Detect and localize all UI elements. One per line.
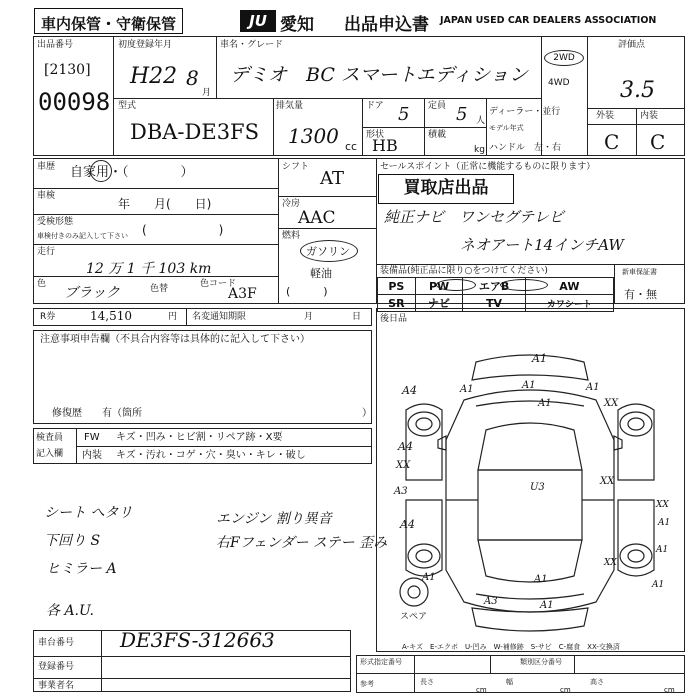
equipment-pw: PW: [415, 278, 463, 295]
damage-mark: A1: [532, 352, 547, 365]
capacity-value: 5: [456, 104, 468, 125]
selling-point-label: セールスポイント（正常に機能するものに限ります）: [380, 162, 596, 172]
comment-6: 各 A.U.: [46, 603, 94, 619]
comment-1: シート へタリ: [44, 505, 133, 521]
equipment-airbag: エアB: [463, 278, 525, 295]
door-value: 5: [398, 104, 410, 125]
equipment-tv: TV: [463, 295, 525, 312]
dealer-label: ディーラー・並行: [489, 107, 561, 117]
dealer-listing-badge: 買取店出品: [378, 174, 514, 204]
damage-mark: XX: [396, 460, 411, 471]
interior-value: C: [650, 130, 666, 154]
airbag-circle: [500, 279, 548, 291]
door-label: ドア: [366, 101, 384, 111]
lot-sub-number: [2130]: [44, 62, 91, 78]
interior-label: 内装: [640, 111, 659, 121]
first-registration-label: 初度登録年月: [118, 40, 173, 50]
inspector-label: 検査員: [36, 433, 64, 443]
warranty-value: 有・無: [624, 288, 657, 301]
repair-history-label: 修復歴 有（箇所: [52, 408, 142, 419]
chassis-number-label: 車台番号: [38, 638, 75, 648]
comment-2: エンジン 割り異音: [216, 511, 332, 527]
color-code-label: 色コード: [200, 279, 237, 289]
recv-value: ( ): [142, 223, 224, 237]
mileage-value: 12 万 1 千 103 km: [86, 261, 212, 277]
damage-mark: XX: [604, 558, 617, 568]
equipment-seat: カワシート: [525, 295, 613, 312]
spare-label: スペア: [400, 612, 428, 622]
history-value: 自家用・（ ）: [70, 165, 194, 180]
history-label: 車歴: [37, 162, 56, 172]
damage-mark: A1: [656, 545, 669, 555]
ac-label: 冷房: [282, 199, 301, 209]
form-title: 出品申込書: [344, 15, 429, 35]
drive-4wd: 4WD: [548, 78, 570, 88]
damage-mark: A4: [400, 518, 415, 531]
registration-era: H22: [130, 64, 178, 89]
inspector-interior: 内装: [82, 450, 102, 461]
fuel-gasoline: ガソリン: [306, 245, 350, 258]
exterior-value: C: [604, 130, 620, 154]
damage-mark: XX: [656, 500, 669, 510]
business-name-label: 事業者名: [38, 681, 75, 691]
lot-number-label: 出品番号: [37, 40, 74, 50]
damage-mark: A1: [538, 398, 552, 409]
shape-value: HB: [372, 136, 398, 155]
lot-number: 00098: [38, 88, 111, 116]
color-value: ブラック: [64, 285, 120, 301]
equipment-ps: PS: [378, 278, 416, 295]
damage-mark: A1: [540, 600, 554, 611]
damage-mark: A1: [522, 380, 536, 391]
org-name: 愛知: [280, 15, 314, 35]
damage-mark: A4: [398, 440, 413, 453]
inspector-row1: キズ・凹み・ヒビ割・リペア跡・X要: [116, 432, 283, 443]
inspector-fw: FW: [84, 432, 100, 443]
damage-mark: XX: [600, 476, 615, 487]
mileage-label: 走行: [37, 247, 56, 257]
ac-value: AAC: [298, 208, 336, 228]
color-code-value: A3F: [228, 286, 257, 302]
fuel-label: 燃料: [282, 231, 301, 241]
color-change-label: 色替: [150, 284, 169, 294]
damage-mark: A1: [586, 382, 600, 393]
equipment-aw: AW: [525, 278, 613, 295]
warranty-label: 新車保証書: [622, 268, 657, 276]
shift-value: AT: [320, 168, 345, 189]
comment-4: 右Fフェンダー ステー 歪み: [216, 535, 388, 551]
recv-label: 受検形態: [37, 217, 74, 227]
equipment-label: 装備品(純正品に限り○をつけてください): [380, 266, 548, 276]
shape-label: 形状: [366, 130, 385, 140]
equipment-grid: [377, 277, 614, 312]
handle-label: ハンドル 左・右: [489, 143, 562, 153]
damage-mark: XX: [604, 398, 619, 409]
fuel-diesel: 軽油: [310, 267, 332, 280]
model-spec-label: 形式指定番号: [360, 658, 402, 666]
displacement-label: 排気量: [276, 101, 304, 111]
damage-mark: U3: [530, 482, 545, 493]
model-grade-value: デミオ BC スマートエディション: [230, 64, 528, 86]
reference-label: 参考: [360, 680, 374, 688]
type-label: 型式: [118, 101, 137, 111]
model-grade-label: 車名・グレード: [220, 40, 284, 50]
pw-circle: [436, 279, 476, 291]
notes-label: 注意事項申告欄（不具合内容等は具体的に記入して下さい）: [40, 334, 310, 345]
storage-type-label: 車内保管・守衛保管: [34, 8, 183, 34]
grade-value: 3.5: [620, 78, 655, 103]
damage-mark: A1: [658, 518, 671, 528]
inspection-value: 年 月( 日): [118, 197, 212, 211]
selling-point-line2: ネオアート14インチAW: [460, 236, 624, 254]
inspection-label: 車検: [37, 191, 56, 201]
damage-mark: A1: [534, 574, 548, 585]
shift-label: シフト: [282, 162, 310, 172]
diagram-label: 後日品: [380, 314, 408, 324]
selling-point-line1: 純正ナビ ワンセグテレビ: [384, 208, 564, 226]
damage-mark: A1: [422, 572, 436, 583]
drive-2wd-circle: 2WD: [544, 50, 584, 66]
type-value: DBA-DE3FS: [130, 120, 260, 144]
exterior-label: 外装: [596, 111, 615, 121]
damage-mark: A1: [652, 580, 665, 590]
registration-number-label: 登録番号: [38, 662, 75, 672]
damage-mark: A3: [394, 486, 408, 497]
category-label: 類別区分番号: [520, 658, 562, 666]
chassis-number-value: DE3FS-312663: [120, 628, 275, 652]
association-name: JAPAN USED CAR DEALERS ASSOCIATION: [440, 15, 657, 26]
equipment-navi: ナビ: [415, 295, 463, 312]
color-label: 色: [37, 279, 47, 289]
damage-mark: A3: [484, 596, 498, 607]
capacity-label: 定員: [428, 101, 447, 111]
grade-label: 評価点: [618, 40, 646, 50]
damage-mark: A4: [402, 384, 417, 397]
comment-5: ヒミラー A: [46, 561, 117, 577]
name-change-deadline-label: 名変通知期限: [192, 312, 247, 322]
damage-legend: A-キズ E-エクボ U-凹み W-補修跡 S-サビ C-腐食 XX-交換済: [402, 643, 620, 651]
displacement-value: 1300: [288, 124, 339, 148]
ju-logo: JU: [240, 10, 276, 32]
registration-month: 8: [186, 66, 199, 90]
load-label: 積載: [428, 130, 447, 140]
equipment-sr: SR: [378, 295, 416, 312]
recycle-value: 14,510: [90, 309, 132, 323]
recycle-label: R券: [40, 312, 56, 322]
model-year-label: モデル年式: [489, 124, 524, 132]
inspector-row2: キズ・汚れ・コゲ・穴・臭い・キレ・破し: [116, 450, 306, 461]
damage-mark: A1: [460, 384, 474, 395]
comment-3: 下回り S: [44, 533, 101, 549]
